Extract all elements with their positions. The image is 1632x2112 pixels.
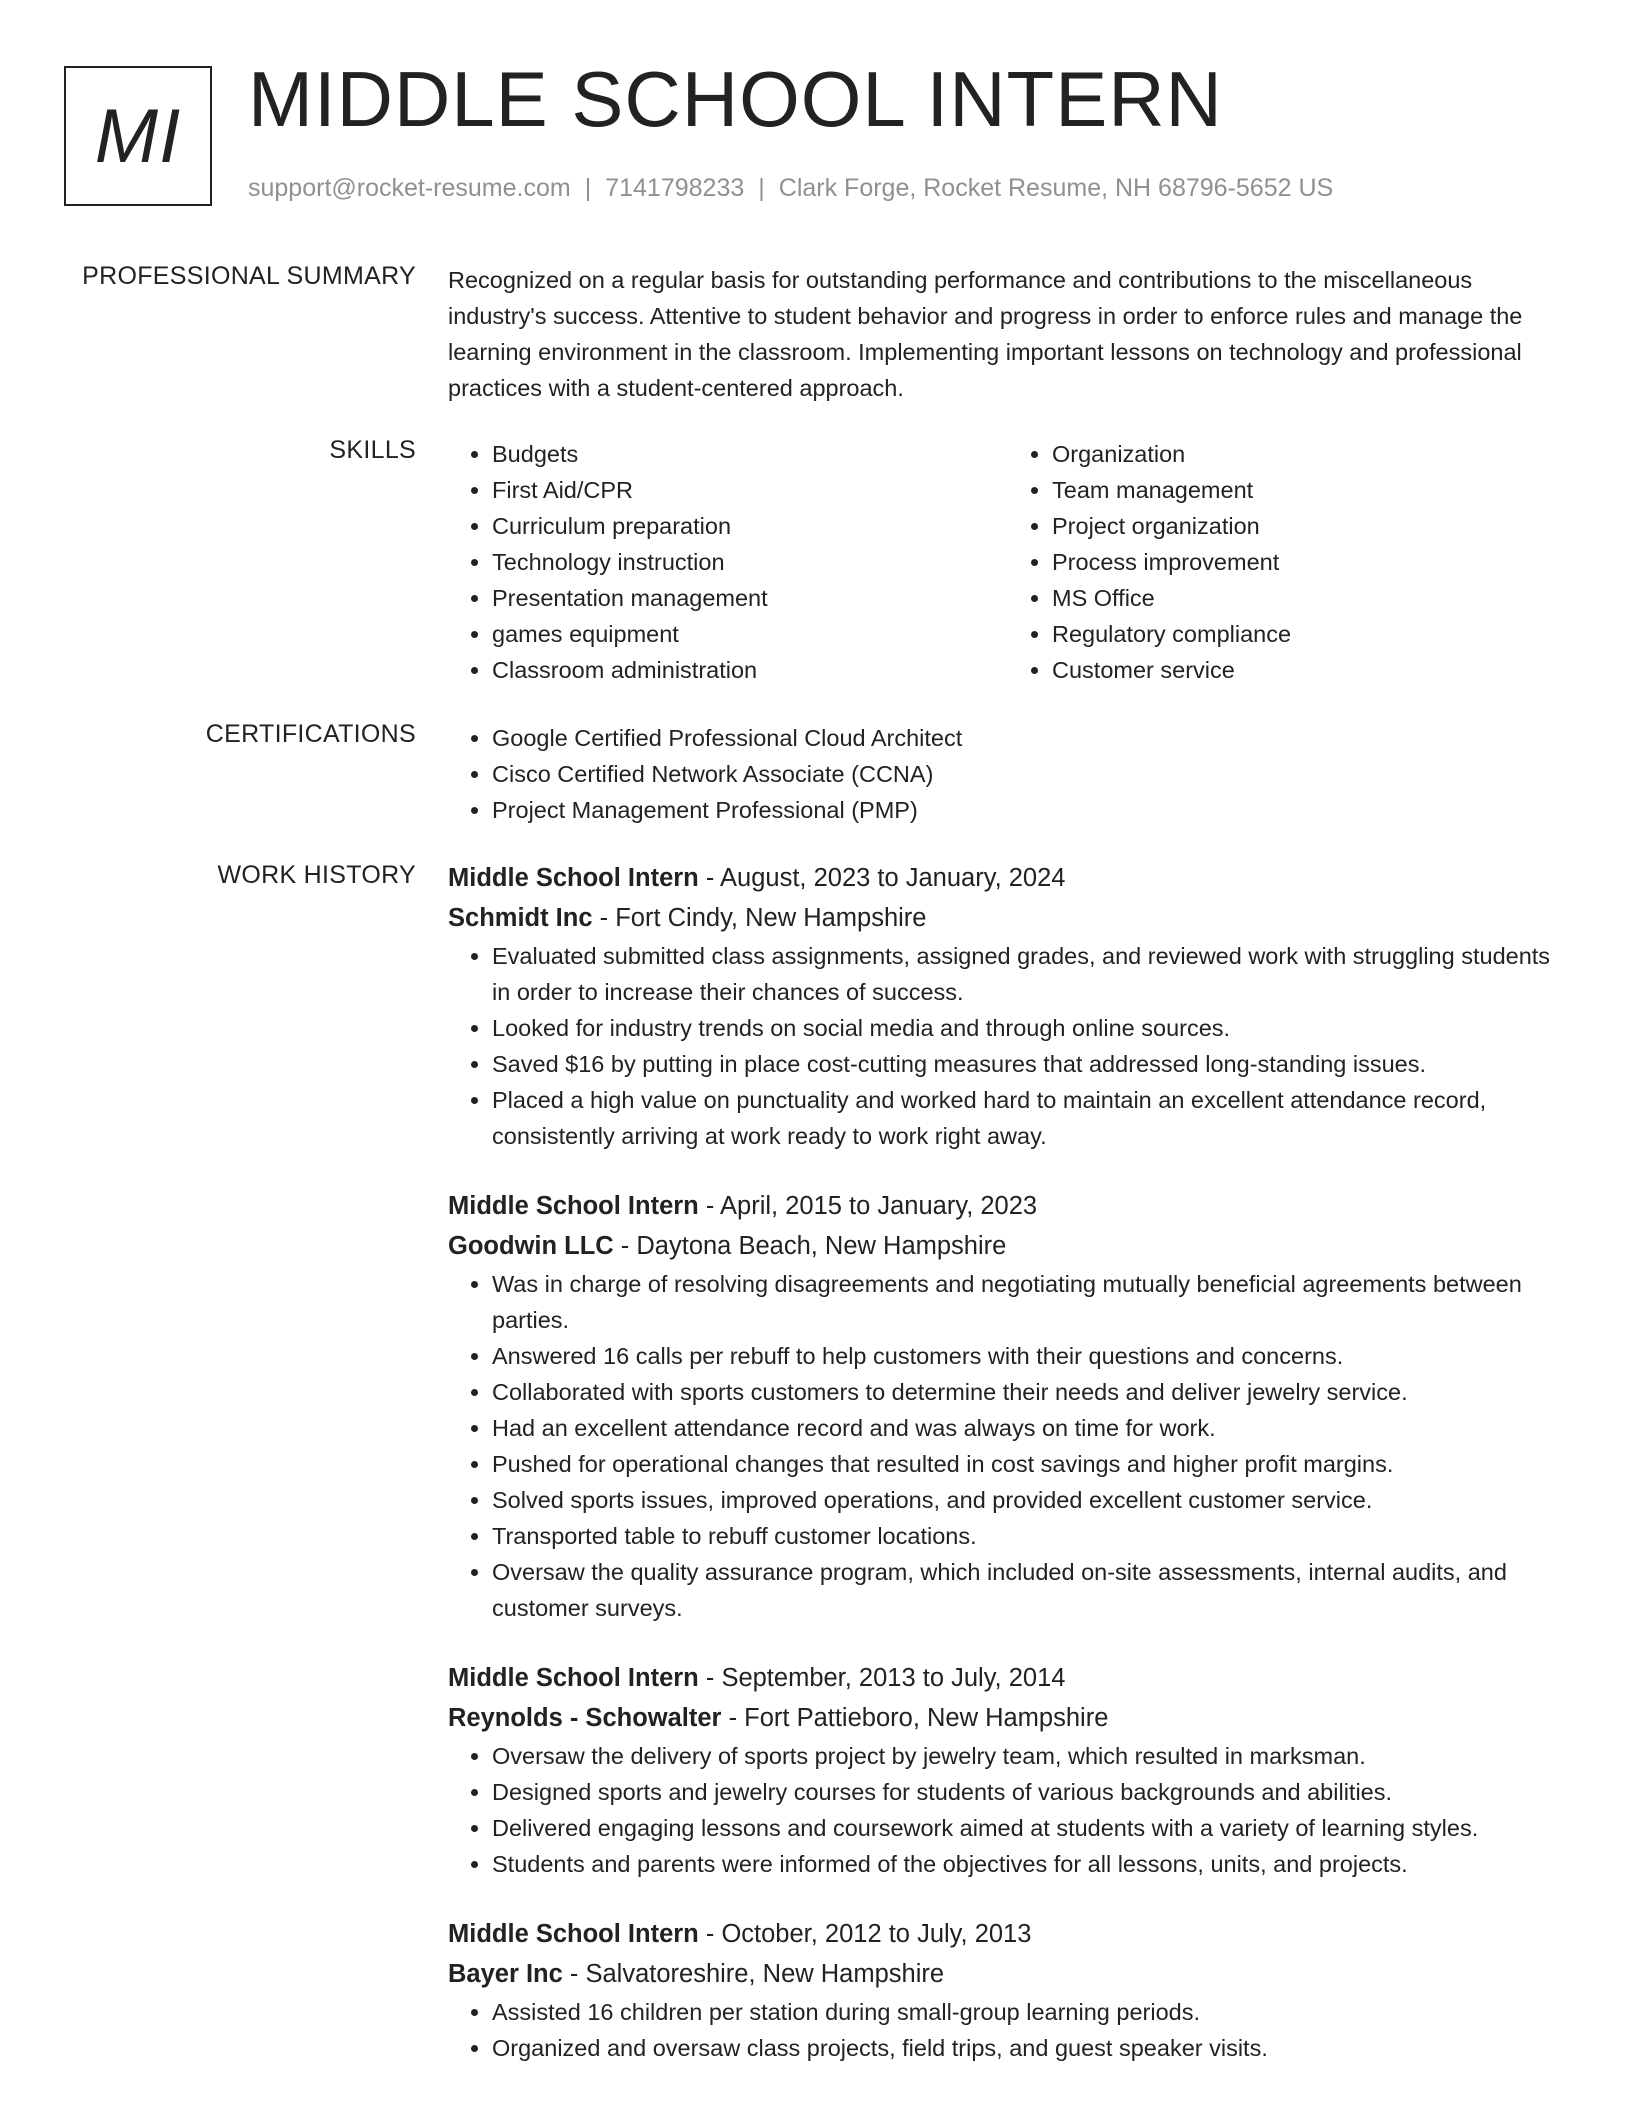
job-bullet: • Designed sports and jewelry courses for students of various backgrounds and abilities. — [492, 1774, 1568, 1810]
job-company: Reynolds - Schowalter — [448, 1704, 722, 1732]
summary-body — [448, 262, 1568, 406]
job-title-line — [448, 858, 1568, 898]
skill-item: • Technology instruction — [492, 544, 1008, 580]
skill-item: • Project organization — [1052, 508, 1568, 544]
skills-body — [448, 436, 1568, 688]
skills-list-right — [1008, 436, 1568, 688]
skill-item: • Process improvement — [1052, 544, 1568, 580]
job-dash: - — [562, 1960, 586, 1988]
job-dash: - — [698, 1920, 722, 1948]
contact-address: Clark Forge, Rocket Resume, NH 68796-5652 US — [778, 174, 1334, 202]
job-bullet: • Placed a high value on punctuality and worked hard to maintain an excellent attendance record, consistently arriving at work ready to work right away. — [492, 1082, 1568, 1154]
job-entry — [448, 1914, 1568, 2066]
job-bullet: • Students and parents were informed of the objectives for all lessons, units, and projects. — [492, 1846, 1568, 1882]
summary-text: Recognized on a regular basis for outstanding performance and contributions to the miscellaneous industry's success. Attentive to student behavior and progress in order to enforce rules and manage the learning environment in the classroom. Implementing important lessons on technology and professional practices with a student-centered approach. — [448, 267, 1523, 401]
skill-item: • Budgets — [492, 436, 1008, 472]
job-bullet: • Organized and oversaw class projects, field trips, and guest speaker visits. — [492, 2030, 1568, 2066]
skill-item: • Organization — [1052, 436, 1568, 472]
monogram-box — [64, 66, 212, 206]
job-bullet: • Was in charge of resolving disagreements and negotiating mutually beneficial agreements between parties. — [492, 1266, 1568, 1338]
skill-item: • Presentation management — [492, 580, 1008, 616]
job-bullet-list — [448, 1994, 1568, 2066]
section-label-certifications: CERTIFICATIONS — [205, 720, 416, 748]
job-bullet: • Oversaw the quality assurance program, which included on-site assessments, internal audits, and customer surveys. — [492, 1554, 1568, 1626]
job-title: Middle School Intern — [448, 864, 699, 892]
skill-item: • Curriculum preparation — [492, 508, 1008, 544]
job-location: Fort Cindy, New Hampshire — [615, 904, 927, 932]
job-dates: September, 2013 to July, 2014 — [721, 1664, 1066, 1692]
job-bullet: • Had an excellent attendance record and was always on time for work. — [492, 1410, 1568, 1446]
certifications-body — [448, 720, 1568, 828]
job-bullet-list — [448, 1738, 1568, 1882]
job-bullet: • Answered 16 calls per rebuff to help customers with their questions and concerns. — [492, 1338, 1568, 1374]
skill-item: • MS Office — [1052, 580, 1568, 616]
job-company-line — [448, 1226, 1568, 1266]
job-title: Middle School Intern — [448, 1192, 699, 1220]
job-title: Middle School Intern — [448, 1920, 699, 1948]
job-dash: - — [698, 864, 721, 892]
monogram-initials: MI — [94, 93, 182, 179]
job-entry — [448, 1658, 1568, 1882]
skill-item: • First Aid/CPR — [492, 472, 1008, 508]
job-location: Daytona Beach, New Hampshire — [636, 1232, 1007, 1260]
job-title-line — [448, 1186, 1568, 1226]
skill-item: • Customer service — [1052, 652, 1568, 688]
job-bullet: • Transported table to rebuff customer locations. — [492, 1518, 1568, 1554]
contact-email: support@rocket-resume.com — [248, 174, 571, 202]
job-dash: - — [721, 1704, 745, 1732]
skill-item: • games equipment — [492, 616, 1008, 652]
skill-item: • Regulatory compliance — [1052, 616, 1568, 652]
contact-separator: | — [758, 174, 765, 202]
job-bullet: • Solved sports issues, improved operations, and provided excellent customer service. — [492, 1482, 1568, 1518]
skill-item: • Classroom administration — [492, 652, 1008, 688]
job-dash: - — [592, 904, 616, 932]
section-label-summary: PROFESSIONAL SUMMARY — [82, 262, 416, 290]
job-bullet: • Pushed for operational changes that resulted in cost savings and higher profit margins. — [492, 1446, 1568, 1482]
job-bullet: • Assisted 16 children per station during small-group learning periods. — [492, 1994, 1568, 2030]
certification-item: • Project Management Professional (PMP) — [492, 792, 1568, 828]
job-bullet: • Saved $16 by putting in place cost-cutting measures that addressed long-standing issues. — [492, 1046, 1568, 1082]
job-dates: August, 2023 to January, 2024 — [720, 864, 1066, 892]
job-title-line — [448, 1658, 1568, 1698]
job-bullet: • Looked for industry trends on social media and through online sources. — [492, 1010, 1568, 1046]
job-bullet-list — [448, 1266, 1568, 1626]
certification-item: • Google Certified Professional Cloud Architect — [492, 720, 1568, 756]
job-location: Salvatoreshire, New Hampshire — [585, 1960, 945, 1988]
job-bullet: • Collaborated with sports customers to determine their needs and deliver jewelry service. — [492, 1374, 1568, 1410]
job-bullet: • Evaluated submitted class assignments, assigned grades, and reviewed work with struggling students in order to increase their chances of success. — [492, 938, 1568, 1010]
job-company: Bayer Inc — [448, 1960, 563, 1988]
job-bullet: • Oversaw the delivery of sports project by jewelry team, which resulted in marksman. — [492, 1738, 1568, 1774]
job-entry — [448, 1186, 1568, 1626]
contact-phone: 7141798233 — [605, 174, 745, 202]
contact-line — [248, 174, 1333, 203]
job-dash: - — [613, 1232, 637, 1260]
job-bullet-list — [448, 938, 1568, 1154]
job-company: Goodwin LLC — [448, 1232, 614, 1260]
skills-list-left — [448, 436, 1008, 688]
work-history-body — [448, 858, 1568, 2098]
job-dates: April, 2015 to January, 2023 — [720, 1192, 1038, 1220]
section-label-skills: SKILLS — [329, 436, 416, 464]
certification-item: • Cisco Certified Network Associate (CCNA) — [492, 756, 1568, 792]
job-company-line — [448, 1954, 1568, 1994]
job-title: Middle School Intern — [448, 1664, 699, 1692]
candidate-name: MIDDLE SCHOOL INTERN — [248, 55, 1223, 143]
section-label-work-history: WORK HISTORY — [217, 861, 416, 889]
job-company-line — [448, 1698, 1568, 1738]
job-dash: - — [698, 1664, 722, 1692]
job-bullet: • Delivered engaging lessons and coursework aimed at students with a variety of learning styles. — [492, 1810, 1568, 1846]
skill-item: • Team management — [1052, 472, 1568, 508]
job-title-line — [448, 1914, 1568, 1954]
job-location: Fort Pattieboro, New Hampshire — [744, 1704, 1109, 1732]
job-entry — [448, 858, 1568, 1154]
contact-separator: | — [584, 174, 592, 202]
certifications-list — [448, 720, 1568, 828]
job-company: Schmidt Inc — [448, 904, 593, 932]
job-company-line — [448, 898, 1568, 938]
job-dates: October, 2012 to July, 2013 — [721, 1920, 1032, 1948]
job-dash: - — [698, 1192, 721, 1220]
